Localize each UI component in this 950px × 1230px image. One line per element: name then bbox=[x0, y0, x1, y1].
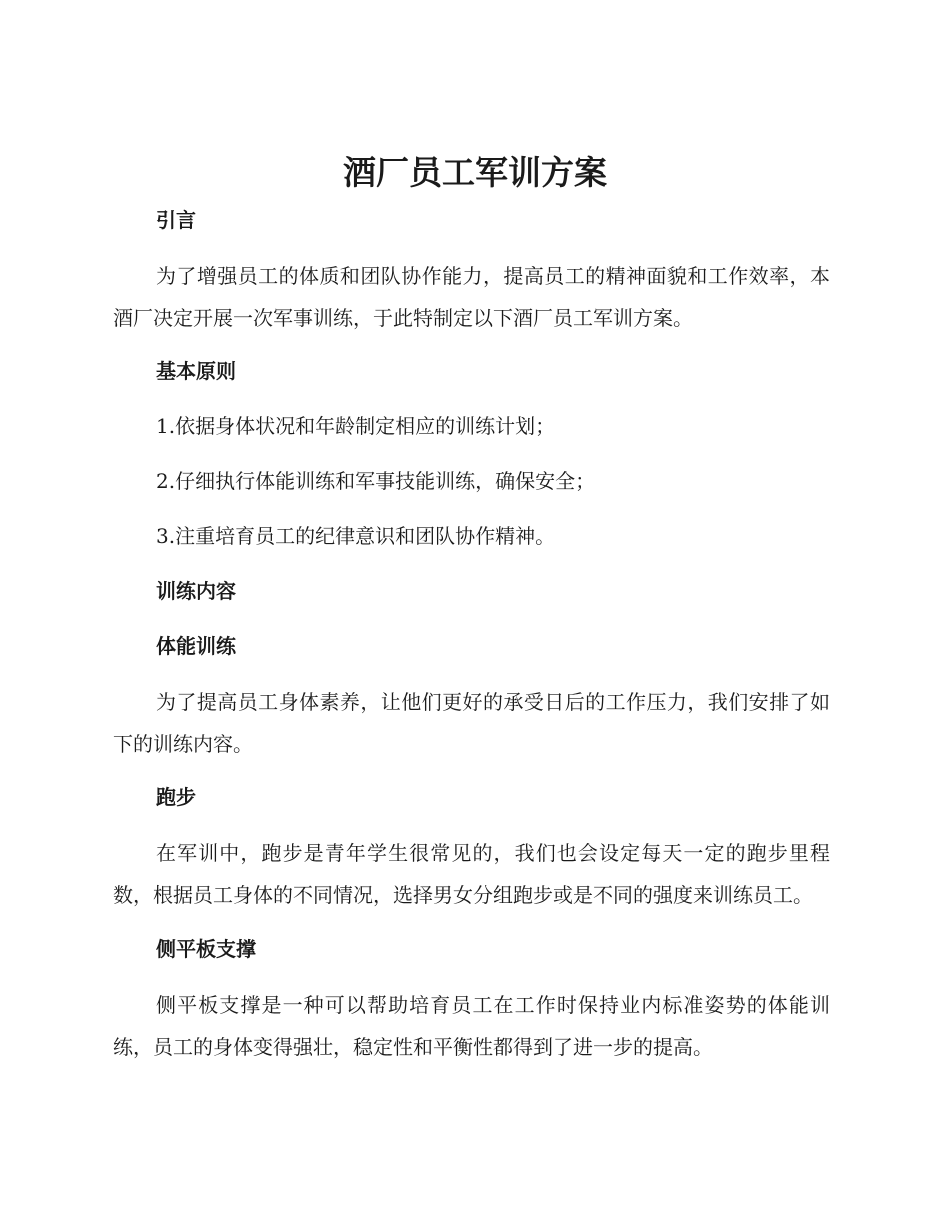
intro-paragraph: 为了增强员工的体质和团队协作能力，提高员工的精神面貌和工作效率，本酒厂决定开展一次军事训练，于此特制定以下酒厂员工军训方案。 bbox=[113, 264, 830, 330]
running-paragraph: 在军训中，跑步是青年学生很常见的，我们也会设定每天一定的跑步里程数，根据员工身体的不同情况，选择男女分组跑步或是不同的强度来训练员工。 bbox=[113, 841, 830, 907]
principle-item: 2.仔细执行体能训练和军事技能训练，确保安全； bbox=[156, 469, 596, 493]
fitness-paragraph: 为了提高员工身体素养，让他们更好的承受日后的工作压力，我们安排了如下的训练内容。 bbox=[113, 690, 830, 756]
plank-paragraph: 侧平板支撑是一种可以帮助培育员工在工作时保持业内标准姿势的体能训练，员工的身体变得强壮，稳定性和平衡性都得到了进一步的提高。 bbox=[113, 993, 830, 1059]
intro-heading: 引言 bbox=[156, 208, 196, 232]
content-heading: 训练内容 bbox=[156, 579, 236, 603]
running-heading: 跑步 bbox=[156, 785, 196, 809]
fitness-heading: 体能训练 bbox=[156, 634, 236, 658]
document-title: 酒厂员工军训方案 bbox=[343, 153, 607, 192]
principle-item: 1.依据身体状况和年龄制定相应的训练计划； bbox=[156, 414, 556, 438]
plank-heading: 侧平板支撑 bbox=[156, 937, 256, 961]
principle-item: 3.注重培育员工的纪律意识和团队协作精神。 bbox=[156, 524, 556, 548]
principles-heading: 基本原则 bbox=[156, 359, 236, 383]
document-body bbox=[113, 200, 830, 1080]
